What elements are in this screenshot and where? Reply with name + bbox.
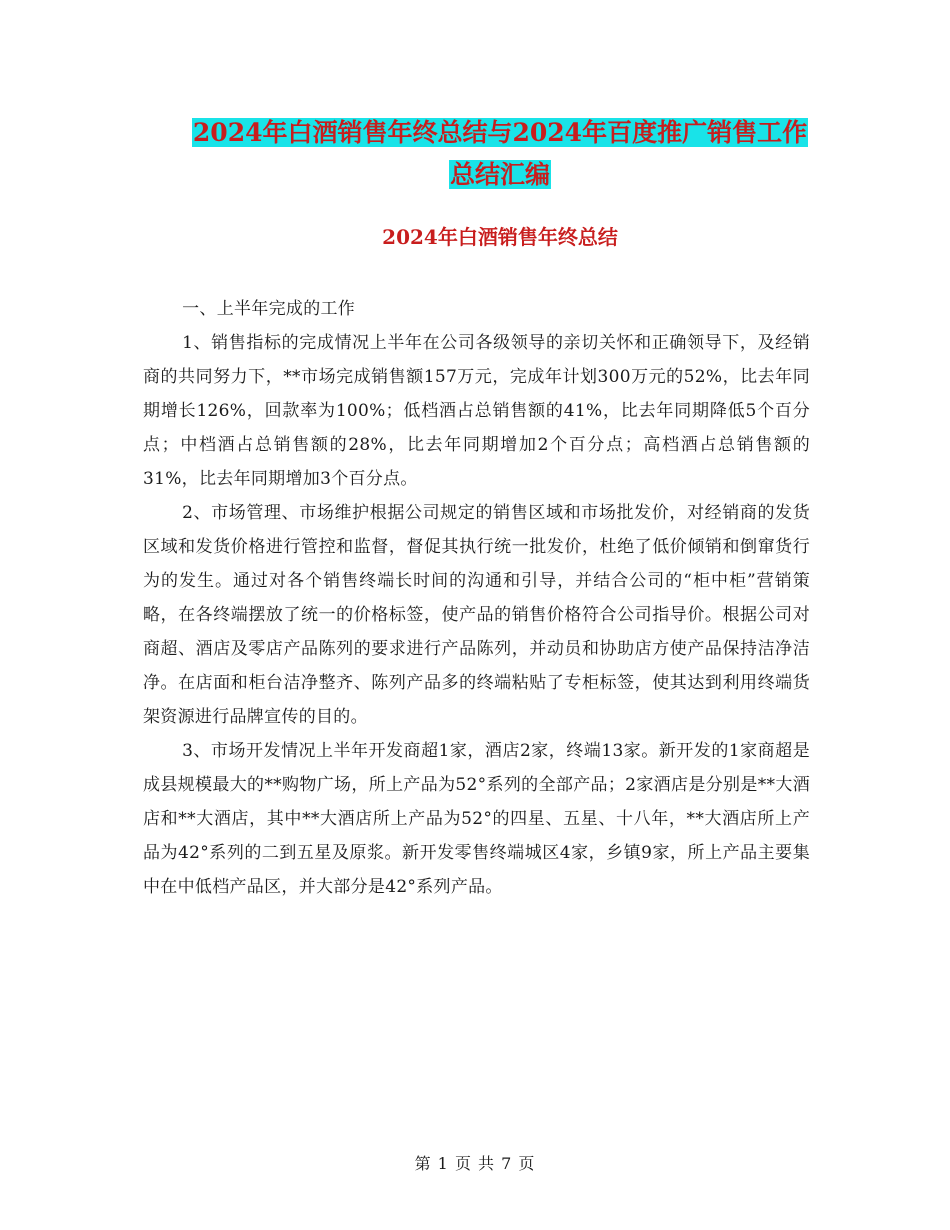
paragraph-market-development: 3、市场开发情况上半年开发商超1家，酒店2家，终端13家。新开发的1家商超是成县规模最大的**购物广场，所上产品为52°系列的全部产品；2家酒店是分别是**大酒店和**大酒店，其中**大酒店所上产品为52°的四星、五星、十八年，**大酒店所上产品为42°系列的二到五星及原浆。新开发零售终端城区4家，乡镇9家，所上产品主要集中在中低档产品区，并大部分是42°系列产品。 [143, 741, 810, 897]
main-title-line2: 总结汇编 [449, 160, 550, 189]
paragraph-heading: 一、上半年完成的工作 [182, 299, 356, 319]
main-title [120, 112, 880, 196]
page-footer: 第 1 页 共 7 页 [414, 1154, 536, 1173]
main-title-line1: 2024年白酒销售年终总结与2024年百度推广销售工作 [192, 118, 808, 147]
paragraph-market-management: 2、市场管理、市场维护根据公司规定的销售区域和市场批发价，对经销商的发货区域和发货价格进行管控和监督，督促其执行统一批发价，杜绝了低价倾销和倒窜货行为的发生。通过对各个销售终端长时间的沟通和引导，并结合公司的“柜中柜”营销策略，在各终端摆放了统一的价格标签，使产品的销售价格符合公司指导价。根据公司对商超、酒店及零店产品陈列的要求进行产品陈列，并动员和协助店方使产品保持洁净洁净。在店面和柜台洁净整齐、陈列产品多的终端粘贴了专柜标签，使其达到利用终端货架资源进行品牌宣传的目的。 [143, 503, 810, 727]
body-text [143, 292, 810, 904]
paragraph-sales-targets: 1、销售指标的完成情况上半年在公司各级领导的亲切关怀和正确领导下，及经销商的共同努力下，**市场完成销售额157万元，完成年计划300万元的52%，比去年同期增长126%，回款率为100%；低档酒占总销售额的41%，比去年同期降低5个百分点；中档酒占总销售额的28%，比去年同期增加2个百分点；高档酒占总销售额的31%，比去年同期增加3个百分点。 [143, 333, 810, 489]
section-title: 2024年白酒销售年终总结 [382, 225, 618, 249]
